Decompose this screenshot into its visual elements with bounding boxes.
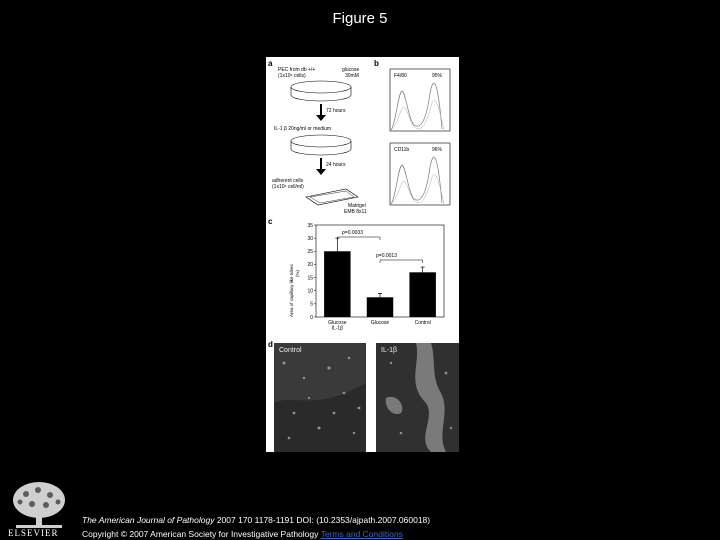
y-axis-label: Area of capillary-like tubes [289,264,294,317]
step-text: 24 hours [326,162,346,168]
step-text: IL-1 β 20ng/ml or medium [274,126,332,132]
bar [367,297,393,317]
panel-b-letter: b [374,59,379,68]
x-tick-label: Glucose [328,320,347,326]
elsevier-tree-logo [8,478,70,534]
bar [324,251,350,317]
y-tick-label: 25 [307,249,313,256]
x-tick-label: Glucose [370,320,390,326]
pvalue-1: p=0.0033 [342,230,363,236]
micrograph-il1b [376,343,459,452]
x-tick-label: Control [414,320,431,326]
y-tick-label: 35 [307,222,313,229]
copyright-text: Copyright © 2007 American Society for Investigative Pathology [82,529,319,539]
bar [409,272,435,317]
micrograph-texture [274,343,366,452]
figure-image [266,57,459,452]
micrograph-texture [376,343,459,452]
micrograph-label-control: Control [279,347,302,354]
panel-a-letter: a [268,59,273,68]
figure-title: Figure 5 [332,10,388,27]
step-text: glucose [342,67,360,73]
hist2-marker: CD11b [394,147,410,153]
micrograph-label-il1b: IL-1β [381,347,398,354]
significance-bracket [380,260,423,263]
y-tick-label: 15 [307,275,313,282]
y-tick-label: 5 [310,301,313,308]
journal-name: The American Journal of Pathology [82,515,215,525]
hist1-marker: F4/80 [394,73,407,79]
panel-b-histograms [378,63,458,213]
pvalue-2: p=0.0013 [376,253,397,259]
panel-c-letter: c [268,217,273,226]
step-text: 72 hours [326,108,346,114]
y-tick-label: 10 [307,288,313,295]
citation-details: 2007 170 1178-1191 DOI: (10.2353/ajpath.2007.060018) [214,515,431,525]
publisher-name: ELSEVIER [8,528,59,538]
step-text: EMB 8x11 [344,209,367,215]
step-text: adherent cells [272,178,304,184]
panel-a-schematic [266,57,386,217]
hist1-pct: 95% [432,73,443,79]
hist2-pct: 96% [432,147,443,153]
y-tick-label: 20 [307,262,313,269]
step-text: (1x10⁶ cell/ml) [272,184,304,190]
y-axis-unit: (%) [295,270,300,277]
micrograph-control [274,343,366,452]
terms-link[interactable]: Terms and Conditions [320,529,403,539]
step-text: PEC from db +/+ [278,67,316,73]
bar-chart [266,217,459,342]
significance-bracket [337,237,380,240]
step-text: (1x10⁶ cells) [278,73,306,79]
step-text: 30mM [345,73,359,79]
y-tick-label: 0 [310,314,313,321]
y-tick-label: 30 [307,235,313,242]
panel-d-letter: d [268,340,273,349]
citation [82,515,430,525]
step-text: Matrigel [348,203,366,209]
copyright-line [82,529,403,539]
x-tick-label: IL-1β [331,325,344,332]
